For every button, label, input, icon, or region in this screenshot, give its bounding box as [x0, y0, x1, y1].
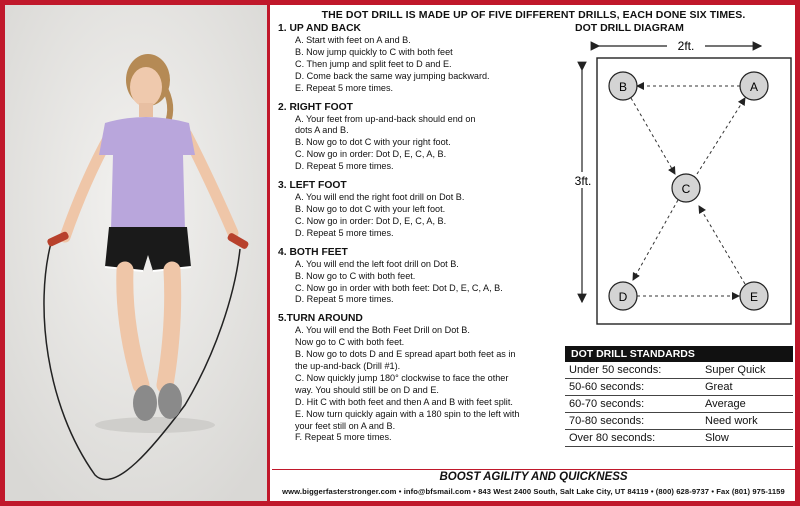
- drill-step: D. Hit C with both feet and then A and B with feet split.: [295, 396, 513, 407]
- path-c-to-d: [633, 200, 678, 280]
- drill-title: 1. UP AND BACK: [278, 23, 361, 34]
- svg-text:D: D: [618, 290, 628, 304]
- dot-drill-diagram: [565, 34, 797, 334]
- width-label: 2ft.: [677, 39, 695, 53]
- drill-step: the up-and-back (Drill #1).: [295, 361, 401, 372]
- dot-a: [740, 72, 768, 100]
- drill-step: D. Repeat 5 more times.: [295, 227, 394, 238]
- drill-step: A. Start with feet on A and B.: [295, 35, 411, 45]
- drill-title: 2. RIGHT FOOT: [278, 101, 353, 113]
- footer-divider: [272, 469, 795, 470]
- drill-step: D. Repeat 5 more times.: [295, 294, 394, 305]
- height-label: 3ft.: [574, 174, 592, 188]
- drill-step: B. Now go to C with both feet.: [295, 270, 416, 281]
- drill-both-feet: [278, 246, 563, 307]
- drill-step: D. Come back the same way jumping backward.: [295, 70, 490, 81]
- tagline: BOOST AGILITY AND QUICKNESS: [439, 471, 628, 483]
- dot-d: [609, 282, 637, 310]
- path-e-to-c: [699, 206, 745, 284]
- standards-row: [565, 413, 793, 430]
- drill-step: B. Now jump quickly to C with both feet: [295, 46, 453, 57]
- standards-rating: Need work: [705, 415, 758, 427]
- poster-headline: THE DOT DRILL IS MADE UP OF FIVE DIFFERENT DRILLS, EACH DONE SIX TIMES.: [321, 9, 746, 21]
- drill-step: A. You will end the left foot drill on Dot B.: [295, 258, 459, 269]
- path-b-to-c: [631, 98, 675, 174]
- dot-c: [672, 174, 700, 202]
- standards-time: Over 80 seconds:: [569, 432, 656, 444]
- drill-step: A. Your feet from up-and-back should end on: [295, 113, 476, 124]
- athlete-photo: [5, 5, 267, 501]
- drill-right-foot: [278, 101, 563, 174]
- drill-step: C. Now go in order: Dot D, E, C, A, B.: [295, 149, 447, 160]
- standards-time: 60-70 seconds:: [569, 398, 645, 410]
- drill-step: C. Now go in order: Dot D, E, C, A, B.: [295, 215, 447, 226]
- drill-step: dots A and B.: [295, 125, 349, 136]
- drill-step: B. Now go to dot C with your right foot.: [295, 137, 451, 148]
- drill-title: 4. BOTH FEET: [278, 246, 348, 258]
- drill-step: A. You will end the Both Feet Drill on Dot B.: [295, 325, 470, 336]
- standards-rating: Average: [705, 398, 746, 410]
- svg-text:C: C: [681, 182, 691, 196]
- standards-rating: Super Quick: [705, 364, 766, 376]
- drill-turn-around: [278, 312, 563, 444]
- drill-step: C. Now quickly jump 180° clockwise to face the other: [295, 372, 509, 383]
- drill-title: 5.TURN AROUND: [278, 313, 363, 325]
- contact-footer: www.biggerfasterstronger.com • info@bfsmail.com • 843 West 2400 South, Salt Lake City, UT 84119 • (800) 628-9737 • Fax (801) 975-1159: [282, 487, 785, 496]
- standards-row: [565, 396, 793, 413]
- standards-row: [565, 379, 793, 396]
- standards-title: DOT DRILL STANDARDS: [565, 346, 793, 362]
- svg-text:A: A: [749, 80, 759, 94]
- svg-text:B: B: [618, 80, 628, 94]
- drill-step: E. Repeat 5 more times.: [295, 82, 394, 93]
- drill-step: B. Now go to dot C with your left foot.: [295, 203, 446, 214]
- drill-step: C. Then jump and split feet to D and E.: [295, 58, 452, 69]
- standards-row: [565, 430, 793, 447]
- drill-step: your feet still on A and B.: [295, 420, 396, 431]
- drill-up-and-back: [278, 22, 563, 95]
- drill-step: way. You should still be on D and E.: [295, 384, 439, 395]
- drill-step: C. Now go in order with both feet: Dot D, E, C, A, B.: [295, 282, 503, 293]
- standards-rating: Great: [705, 381, 733, 393]
- dot-e: [740, 282, 768, 310]
- drill-step: A. You will end the right foot drill on Dot B.: [295, 192, 465, 203]
- drill-step: D. Repeat 5 more times.: [295, 161, 394, 172]
- standards-row: [565, 362, 793, 379]
- svg-text:E: E: [749, 290, 759, 304]
- drill-title: 3. LEFT FOOT: [278, 180, 347, 192]
- standards-table: [565, 346, 793, 447]
- standards-rating: Slow: [705, 432, 729, 444]
- drill-instructions: [278, 22, 563, 450]
- standards-time: 50-60 seconds:: [569, 381, 645, 393]
- drill-left-foot: [278, 179, 563, 240]
- drill-step: Now go to C with both feet.: [295, 337, 405, 348]
- drill-step: E. Now turn quickly again with a 180 spin to the left with: [295, 408, 520, 419]
- standards-time: 70-80 seconds:: [569, 415, 645, 427]
- drill-step: B. Now go to dots D and E spread apart both feet as in: [295, 349, 516, 360]
- standards-time: Under 50 seconds:: [569, 364, 662, 376]
- dot-b: [609, 72, 637, 100]
- drill-step: F. Repeat 5 more times.: [295, 432, 392, 443]
- photo-divider: [267, 5, 270, 501]
- path-c-to-a: [697, 98, 745, 174]
- diagram-title: DOT DRILL DIAGRAM: [575, 22, 684, 34]
